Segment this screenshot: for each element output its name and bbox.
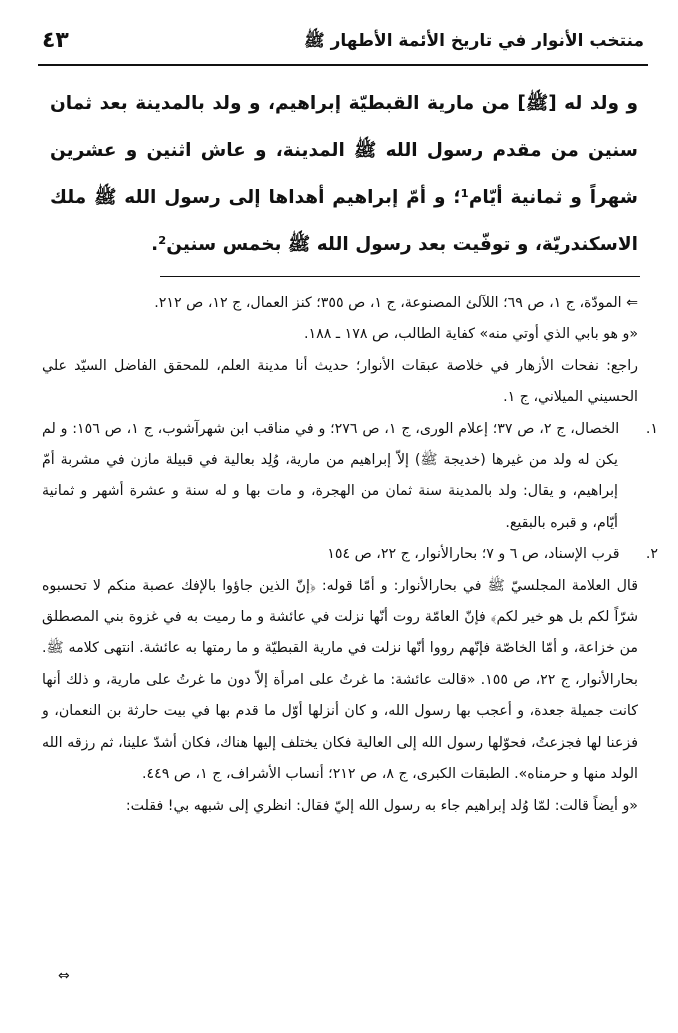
footnote-continued-4: «و أيضاً قالت: لمّا وُلد إبراهيم جاء به رسول الله إليّ فقال: انظري إلى شبهه بي! فقلت: [125,797,638,814]
page-header [38,28,648,66]
running-title: منتخب الأنوار في تاريخ الأئمة الأطهار ﷺ [304,31,644,51]
footnote-1-number: ١. [645,420,658,437]
footnote-1-text: الخصال، ج ٢، ص ٣٧؛ إعلام الورى، ج ١، ص ٢٧٦؛ و في مناقب ابن شهرآشوب، ج ١، ص ١٥٦: و لم يكن له ولد من غيرها (خديجة ﷺ) إلاّ إبراهيم من مارية، وُلِد بعالية في قبيلة مازن في مشربة أمّ إبراهيم، و يقال: ولد بالمدينة سنة ثمان من الهجرة، و مات بها و له سنة و عشرة أشهر و ثمانية أيّام، و قبره بالبقيع. [42,420,620,531]
continuation-arrow-icon: ⇔ [58,968,70,984]
main-paragraph: و ولد له [ﷺ] من مارية القبطيّة إبراهيم، و ولد بالمدينة بعد ثمان سنين من مقدم رسول الله ﷺ المدينة، و عاش اثنين و عشرين شهراً و ثمانية أيّام¹؛ و أمّ إبراهيم أهداها إلى رسول الله ﷺ ملك الاسكندريّة، و توفّيت بعد رسول الله ﷺ بخمس سنين². [50,93,638,255]
footnote-2-number: ٢. [645,546,658,563]
footnotes-block [42,288,658,822]
footnote-1 [42,414,658,540]
main-text-block [50,80,638,268]
footnote-2-text: قرب الإسناد، ص ٦ و ٧؛ بحارالأنوار، ج ٢٢، ص ١٥٤ [327,546,620,563]
footnote-continued-1: ⇐ المودّة، ج ١، ص ٦٩؛ اللآلئ المصنوعة، ج ١، ص ٣٥٥؛ كنز العمال، ج ١٢، ص ٢١٢. [154,295,638,311]
footnote-continued-2: «و هو بابي الذي أوتي منه» كفاية الطالب، ص ١٧٨ ـ ١٨٨. [304,326,638,343]
footnote-separator [160,276,640,277]
page-number: ٤٣ [42,28,69,53]
footnote-continued-3: راجع: نفحات الأزهار في خلاصة عبقات الأنوار؛ حديث أنا مدينة العلم، للمحقق الفاضل السيّد علي الحسيني الميلاني، ج ١. [42,357,638,406]
footnote-2-continuation: قال العلامة المجلسيّ ﷺ في بحارالأنوار: و أمّا قوله: ﴿إنّ الذين جاؤوا بالإفك عصبة منكم لا تحسبوه شرّاً لكم بل هو خير لكم﴾ فإنّ العامّة روت أنّها نزلت في عائشة و ما رميت به في غزوة بني المصطلق من خزاعة، و أمّا الخاصّة فإنّهم رووا أنّها نزلت في مارية القبطيّة و ما رمتها به عائشة. انتهى كلامه ﷺ. بحارالأنوار، ج ٢٢، ص ١٥٥. «قالت عائشة: ما غرتُ على امرأة إلاّ دون ما غرتُ على مارية، و ذلك أنها كانت جميلة جعدة، و أعجب بها رسول الله، و كان أنزلها أوّل ما قدم بها في بيت حارثة بن النعمان، و فزعنا لها فجزعتُ، فحوّلها رسول الله إلى العالية فكان يختلف إليها هناك، فكان أشدّ علينا، ثم رزقه الله الولد منها و حرمناه». الطبقات الكبرى، ج ٨، ص ٢١٢؛ أنساب الأشراف، ج ١، ص ٤٤٩. [42,577,638,783]
footnote-2 [42,539,658,570]
